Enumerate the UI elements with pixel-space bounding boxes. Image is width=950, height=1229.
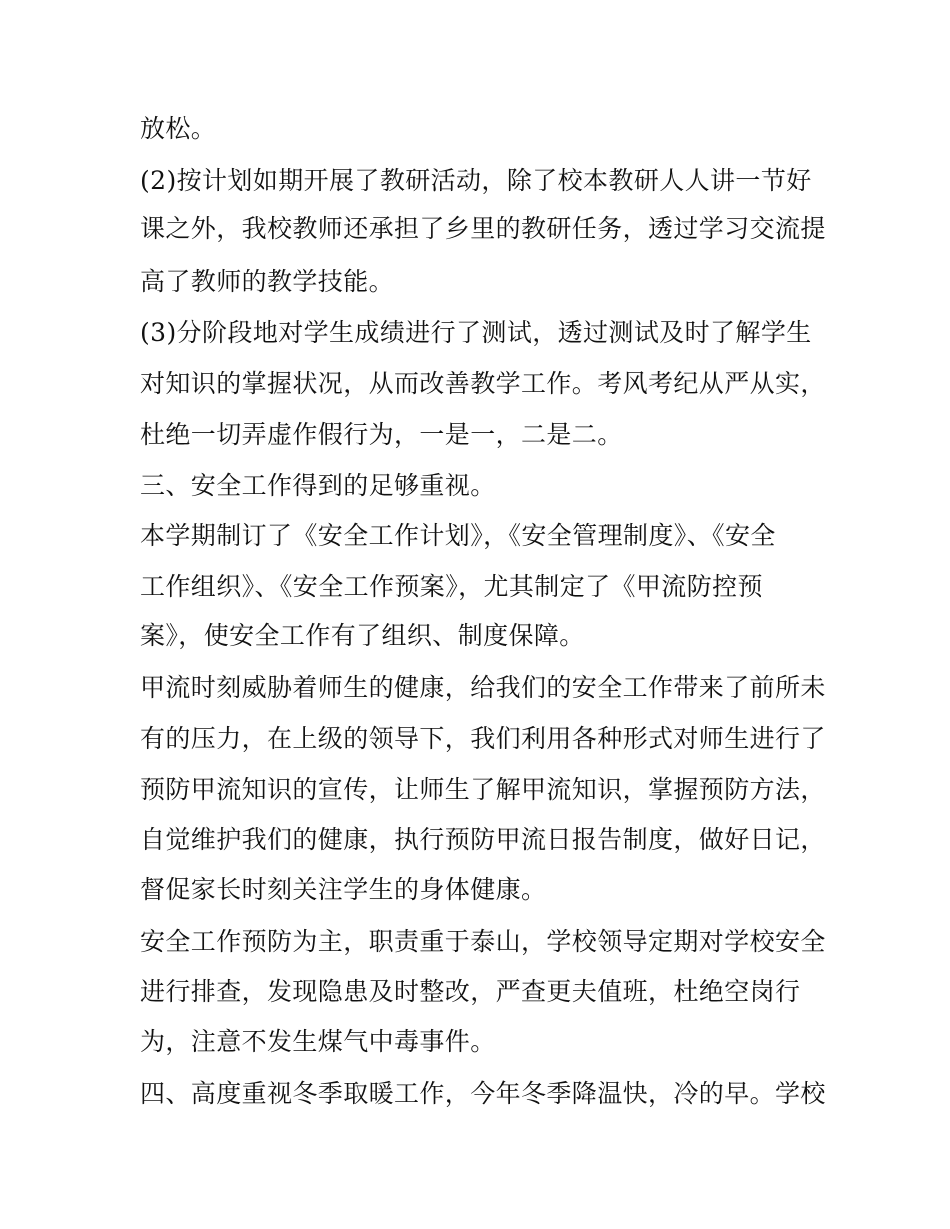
- text-line: 杜绝一切弄虚作假行为，一是一，二是二。: [140, 420, 623, 449]
- text-line: 甲流时刻威胁着师生的健康，给我们的安全工作带来了前所未: [140, 673, 826, 702]
- text-line: 对知识的掌握状况，从而改善教学工作。考风考纪从严从实，: [140, 369, 826, 398]
- text-line: 督促家长时刻关注学生的身体健康。: [140, 875, 547, 904]
- text-line: 四、高度重视冬季取暖工作，今年冬季降温快，冷的早。学校: [140, 1079, 826, 1108]
- text-line: 进行排查，发现隐患及时整改，严查更夫值班，杜绝空岗行: [140, 977, 801, 1006]
- text-line: (2)按计划如期开展了教研活动，除了校本教研人人讲一节好: [140, 166, 812, 195]
- text-line: 三、安全工作得到的足够重视。: [140, 471, 496, 500]
- text-line: 为，注意不发生煤气中毒事件。: [140, 1027, 496, 1056]
- text-line: 高了教师的教学技能。: [140, 267, 395, 296]
- text-line: 自觉维护我们的健康，执行预防甲流日报告制度，做好日记，: [140, 825, 826, 854]
- text-line: 放松。: [140, 114, 217, 143]
- text-line: 预防甲流知识的宣传，让师生了解甲流知识，掌握预防方法，: [140, 775, 826, 804]
- text-line: (3)分阶段地对学生成绩进行了测试，透过测试及时了解学生: [140, 318, 812, 347]
- text-line: 课之外，我校教师还承担了乡里的教研任务，透过学习交流提: [140, 214, 826, 243]
- text-line: 安全工作预防为主，职责重于泰山，学校领导定期对学校安全: [140, 927, 826, 956]
- text-line: 有的压力，在上级的领导下，我们利用各种形式对师生进行了: [140, 724, 826, 753]
- text-line: 案》，使安全工作有了组织、制度保障。: [140, 621, 585, 650]
- text-line: 工作组织》、《安全工作预案》，尤其制定了《甲流防控预: [140, 572, 763, 601]
- text-line: 本学期制订了《安全工作计划》，《安全管理制度》、《安全: [140, 521, 776, 550]
